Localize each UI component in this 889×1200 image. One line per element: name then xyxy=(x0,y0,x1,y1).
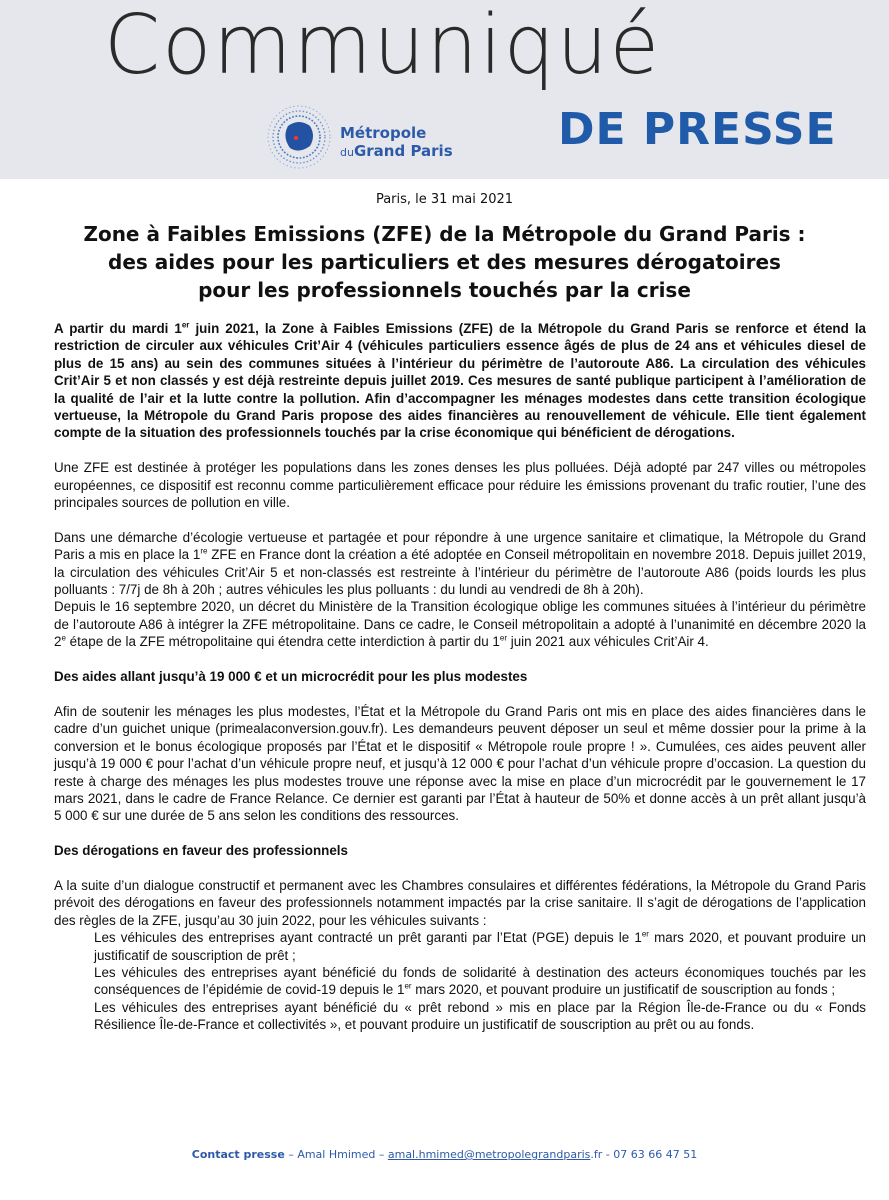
text: A partir du mardi 1 xyxy=(54,321,182,336)
text: ZFE en France dont la création a été adoptée en Conseil métropolitain en novembre 2018. Depuis juillet 2019, la circulation des véhicules Crit’Air 5 et non-classés est restreinte à l’intérieur du périmètre de l’autoroute A86 (poids lourds les plus polluants : 7/7j de 8h à 20h ; autres véhicules les plus polluants : du lundi au vendredi de 8h à 20h). xyxy=(54,547,866,598)
communique-title: Communiqué xyxy=(104,0,662,93)
title-line: Zone à Faibles Emissions (ZFE) de la Métropole du Grand Paris : xyxy=(83,222,806,246)
superscript: er xyxy=(404,981,412,991)
metropole-logo-icon xyxy=(266,104,332,170)
superscript: e xyxy=(61,633,66,643)
text: Les véhicules des entreprises ayant contracté un prêt garanti par l’Etat (PGE) depuis le 1 xyxy=(94,930,642,946)
text: Dans une démarche d’écologie vertueuse et partagée et pour répondre à une urgence sanitaire et climatique, la Métropole du Grand Paris a mis en place la 1 xyxy=(54,529,866,563)
paragraph-derogations: A la suite d’un dialogue constructif et permanent avec les Chambres consulaires et différentes fédérations, la Métropole du Grand Paris prévoit des dérogations en faveur des professionnels notamment impactés par la crise sanitaire. Il s’agit de dérogations de l’application des règles de la ZFE, jusqu’au 30 juin 2022, pour les véhicules suivants : xyxy=(54,877,866,928)
contact-phone: .fr - 07 63 66 47 51 xyxy=(590,1148,698,1161)
text: Les véhicules des entreprises ayant bénéficié du « prêt rebond » mis en place par la Région Île-de-France ou du « Fonds Résilience Île-de-France et collectivités », et pouvant produire un justificatif de souscription au prêt ou au fonds. xyxy=(94,999,866,1033)
logo-line2a: du xyxy=(340,146,354,159)
list-item xyxy=(82,964,866,999)
header-banner xyxy=(0,0,889,179)
title-line: pour les professionnels touchés par la crise xyxy=(198,278,691,302)
logo-line2b: Grand Paris xyxy=(353,142,453,160)
paragraph-decree xyxy=(54,598,866,650)
text: juin 2021, la Zone à Faibles Emissions (ZFE) de la Métropole du Grand Paris se renforce et étend la restriction de circuler aux véhicules Crit’Air 4 (véhicules particuliers essence âgés de plus de 24 ans et véhicules diesel de plus de 15 ans) au sein des communes situées à l’intérieur du périmètre de l’autoroute A86. La circulation des véhicules Crit’Air 5 et non classés y est déjà restreinte depuis juillet 2019. Ces mesures de santé publique participent à l’amélioration de la qualité de l’air et la lutte contre la pollution. Afin d’accompagner les ménages modestes dans cette transition écologique vertueuse, la Métropole du Grand Paris propose des aides financières au renouvellement de véhicule. Elle tient également compte de la situation des professionnels touchés par la crise économique qui bénéficient de dérogations. xyxy=(54,321,866,441)
contact-name: – Amal Hmimed – xyxy=(284,1148,388,1161)
superscript: er xyxy=(641,929,649,939)
logo-wordmark xyxy=(340,124,453,162)
section-heading-derogations: Des dérogations en faveur des professionnels xyxy=(54,843,348,859)
text: juin 2021 aux véhicules Crit’Air 4. xyxy=(507,634,709,650)
lead-paragraph xyxy=(54,320,866,442)
title-line: des aides pour les particuliers et des mesures dérogatoires xyxy=(108,250,781,274)
superscript: er xyxy=(499,633,507,643)
superscript: er xyxy=(181,320,190,330)
text: Depuis le 16 septembre 2020, un décret du Ministère de la Transition écologique oblige les communes situées à l’intérieur du périmètre de l’autoroute A86 à intégrer la ZFE métropolitaine. Dans ce cadre, le Conseil métropolitain a adopté à l’unanimité en décembre 2020 la 2 xyxy=(54,599,866,650)
article-body xyxy=(54,320,866,1034)
section-heading-aides: Des aides allant jusqu’à 19 000 € et un microcrédit pour les plus modestes xyxy=(54,669,528,685)
list-item xyxy=(82,929,866,964)
text: étape de la ZFE métropolitaine qui étendra cette interdiction à partir du 1 xyxy=(65,634,500,650)
list-item xyxy=(82,999,866,1034)
de-presse-label: DE PRESSE xyxy=(558,104,837,155)
logo-line1: Métropole xyxy=(340,124,427,142)
press-release-title xyxy=(0,220,889,304)
contact-email-link[interactable]: amal.hmimed@metropolegrandparis xyxy=(387,1148,591,1161)
superscript: re xyxy=(200,546,208,556)
contact-footer xyxy=(0,1148,889,1161)
paragraph-history xyxy=(54,529,866,599)
derogation-list xyxy=(54,929,866,1033)
contact-label: Contact presse xyxy=(191,1148,285,1161)
paragraph-zfe-definition: Une ZFE est destinée à protéger les populations dans les zones denses les plus polluées. Déjà adopté par 247 villes ou métropoles européennes, ce dispositif est reconnu comme particulièrement efficace pour réduire les émissions provenant du trafic routier, l’une des principales sources de pollution en ville. xyxy=(54,460,866,511)
dateline: Paris, le 31 mai 2021 xyxy=(375,192,514,207)
text: mars 2020, et pouvant produire un justificatif de souscription de prêt ; xyxy=(94,930,866,963)
text: Les véhicules des entreprises ayant bénéficié du fonds de solidarité à destination des acteurs économiques touchés par les conséquences de l’épidémie de covid-19 depuis le 1 xyxy=(94,964,866,998)
paragraph-aides: Afin de soutenir les ménages les plus modestes, l’État et la Métropole du Grand Paris ont mis en place des aides financières dans le cadre d’un guichet unique (primealaconversion.gouv.fr). Les demandeurs peuvent déposer un seul et même dossier pour la prime à la conversion et le bonus écologique proposés par l’État et le dispositif « Métropole roule propre ! ». Cumulées, ces aides peuvent aller jusqu’à 19 000 € pour l’achat d’un véhicule propre neuf, et jusqu’à 12 000 € pour l’achat d’un véhicule propre d’occasion. La question du reste à charge des ménages les plus modestes trouve une réponse avec la mise en place d’un microcrédit par le gouvernement le 17 mars 2021, dans le cadre de France Relance. Ce dernier est garanti par l’État à hauteur de 50% et donne accès à un prêt allant jusqu’à 5 000 € sur une durée de 5 ans selon les conditions des ressources. xyxy=(54,703,866,824)
text: mars 2020, et pouvant produire un justificatif de souscription au fonds ; xyxy=(411,982,836,998)
